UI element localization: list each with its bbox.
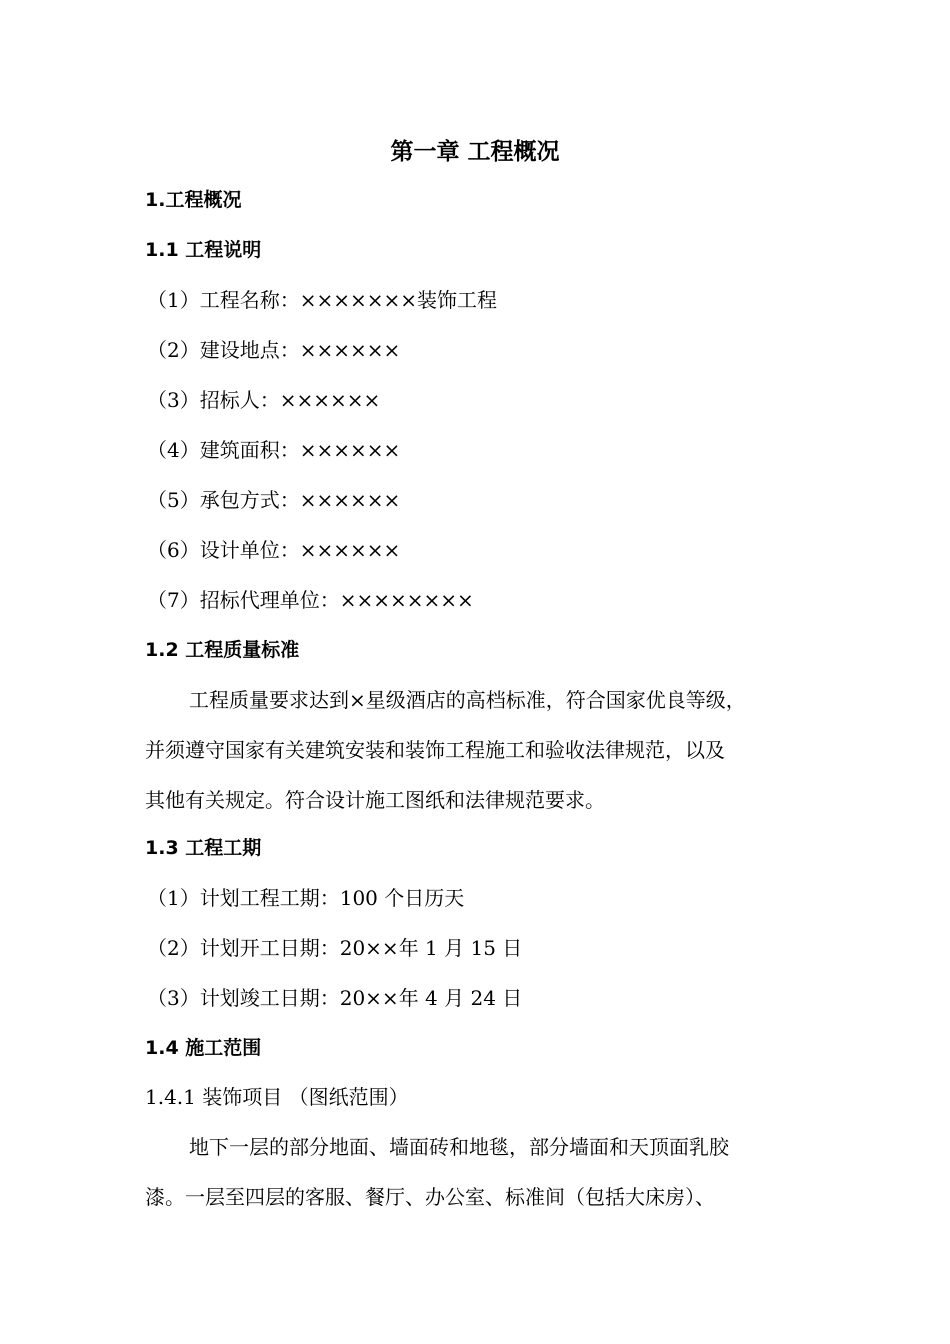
paragraph-line: 并须遵守国家有关建筑安装和装饰工程施工和验收法律规范，以及: [145, 738, 725, 762]
paragraph-line: 工程质量要求达到×星级酒店的高档标准，符合国家优良等级，: [189, 688, 746, 712]
list-item: （3）计划竣工日期：20××年 4 月 24 日: [147, 986, 523, 1010]
list-item: （4）建筑面积：××××××: [147, 438, 401, 462]
section-heading-1-4: 1.4 施工范围: [145, 1037, 262, 1059]
section-heading-1-3: 1.3 工程工期: [145, 837, 262, 859]
list-item: （3）招标人：××××××: [147, 388, 381, 412]
paragraph-line: 其他有关规定。符合设计施工图纸和法律规范要求。: [145, 788, 605, 812]
subsection-heading-1-4-1: 1.4.1 装饰项目 （图纸范围）: [145, 1085, 409, 1109]
list-item: （1）工程名称：×××××××装饰工程: [147, 288, 498, 312]
list-item: （2）计划开工日期：20××年 1 月 15 日: [147, 936, 523, 960]
list-item: （1）计划工程工期：100 个日历天: [147, 886, 465, 910]
chapter-title: 第一章 工程概况: [390, 138, 560, 165]
list-item: （2）建设地点：××××××: [147, 338, 401, 362]
section-heading-1: 1.工程概况: [145, 189, 242, 211]
list-item: （7）招标代理单位：××××××××: [147, 588, 474, 612]
paragraph-line: 地下一层的部分地面、墙面砖和地毯，部分墙面和天顶面乳胶: [189, 1135, 729, 1159]
section-heading-1-2: 1.2 工程质量标准: [145, 639, 300, 661]
paragraph-line: 漆。一层至四层的客服、餐厅、办公室、标准间（包括大床房）、: [145, 1185, 715, 1209]
list-item: （6）设计单位：××××××: [147, 538, 401, 562]
list-item: （5）承包方式：××××××: [147, 488, 401, 512]
section-heading-1-1: 1.1 工程说明: [145, 239, 262, 261]
